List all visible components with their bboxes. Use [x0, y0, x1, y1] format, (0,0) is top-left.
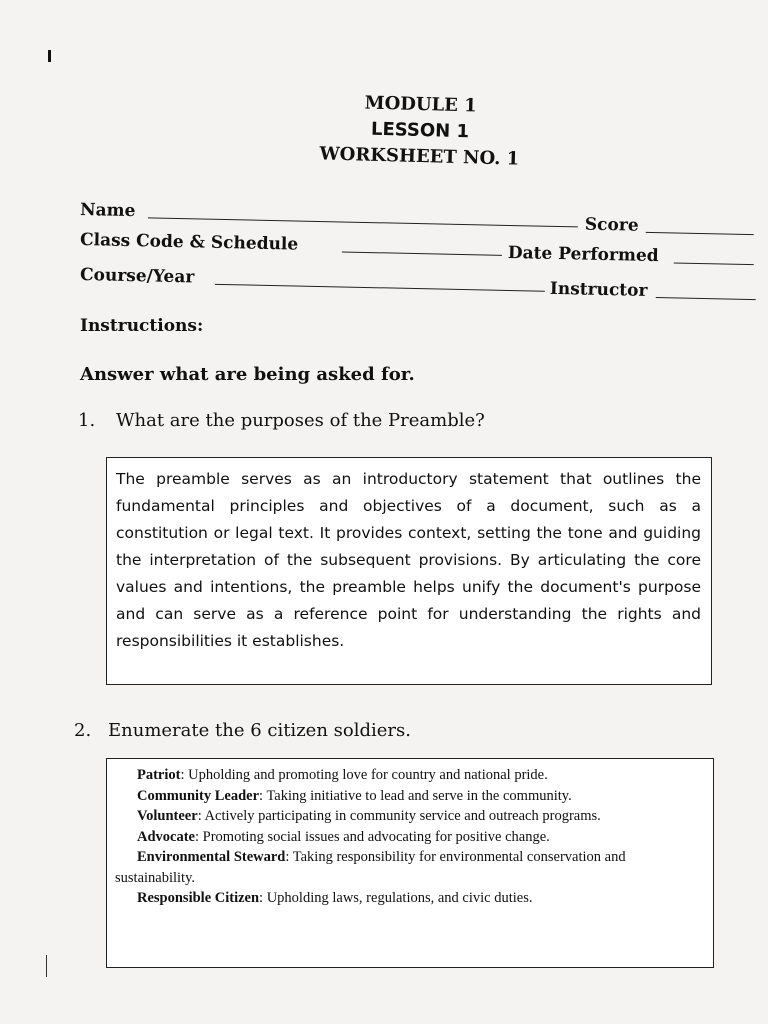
instructions-body: Answer what are being asked for.	[80, 364, 415, 385]
lesson-title: LESSON 1	[370, 118, 470, 143]
list-item	[115, 765, 705, 786]
item-desc: : Upholding laws, regulations, and civic duties.	[259, 890, 533, 906]
list-item	[115, 786, 705, 807]
date-performed-line[interactable]	[674, 262, 754, 265]
score-label: Score	[584, 214, 639, 236]
name-label: Name	[79, 200, 136, 222]
date-performed-label: Date Performed	[507, 242, 659, 267]
question-2	[74, 720, 411, 741]
item-term: Volunteer	[137, 808, 198, 824]
instructions-title: Instructions:	[80, 316, 204, 336]
list-item	[115, 847, 705, 888]
item-desc: : Actively participating in community service and outreach programs.	[197, 808, 601, 824]
answer-box-2[interactable]	[106, 758, 714, 968]
item-desc: : Taking initiative to lead and serve in the community.	[259, 787, 572, 804]
module-title: MODULE 1	[364, 92, 477, 117]
class-code-label: Class Code & Schedule	[79, 230, 299, 255]
question-1-number: 1.	[78, 410, 96, 431]
list-item	[115, 806, 705, 827]
question-2-text: Enumerate the 6 citizen soldiers.	[108, 720, 411, 741]
item-term: Patriot	[137, 767, 181, 783]
course-instructor-row	[80, 265, 760, 307]
item-desc: : Promoting social issues and advocating for positive change.	[195, 828, 550, 845]
worksheet-title: WORKSHEET NO. 1	[319, 143, 520, 170]
item-desc: : Upholding and promoting love for country and national pride.	[180, 767, 548, 783]
item-term: Environmental Steward	[137, 849, 286, 865]
list-item	[115, 888, 705, 909]
question-2-number: 2.	[74, 720, 92, 741]
answer-box-1[interactable]: The preamble serves as an introductory statement that outlines the fundamental principles and objectives of a document, such as a constitution or legal text. It provides context, setting the tone and guiding the interpretation of the subsequent provisions. By articulating the core values and intentions, the preamble helps unify the document's purpose and can serve as a reference point for understanding the rights and responsibilities it establishes.	[106, 457, 712, 685]
score-line[interactable]	[646, 232, 754, 235]
instructor-line[interactable]	[656, 297, 756, 300]
instructor-label: Instructor	[549, 278, 648, 301]
worksheet-header	[299, 89, 541, 173]
question-1	[78, 410, 485, 431]
course-year-label: Course/Year	[79, 265, 195, 288]
question-1-text: What are the purposes of the Preamble?	[116, 410, 485, 431]
item-term: Responsible Citizen	[137, 890, 260, 906]
margin-mark	[48, 50, 51, 62]
class-code-line[interactable]	[342, 251, 502, 255]
margin-line	[46, 955, 47, 977]
course-year-line[interactable]	[215, 284, 545, 292]
item-desc: : Taking responsibility for environmental conservation and sustainability.	[115, 849, 626, 886]
item-term: Advocate	[137, 828, 195, 845]
list-item	[115, 827, 705, 848]
name-line[interactable]	[148, 217, 578, 227]
item-term: Community Leader	[137, 787, 260, 804]
